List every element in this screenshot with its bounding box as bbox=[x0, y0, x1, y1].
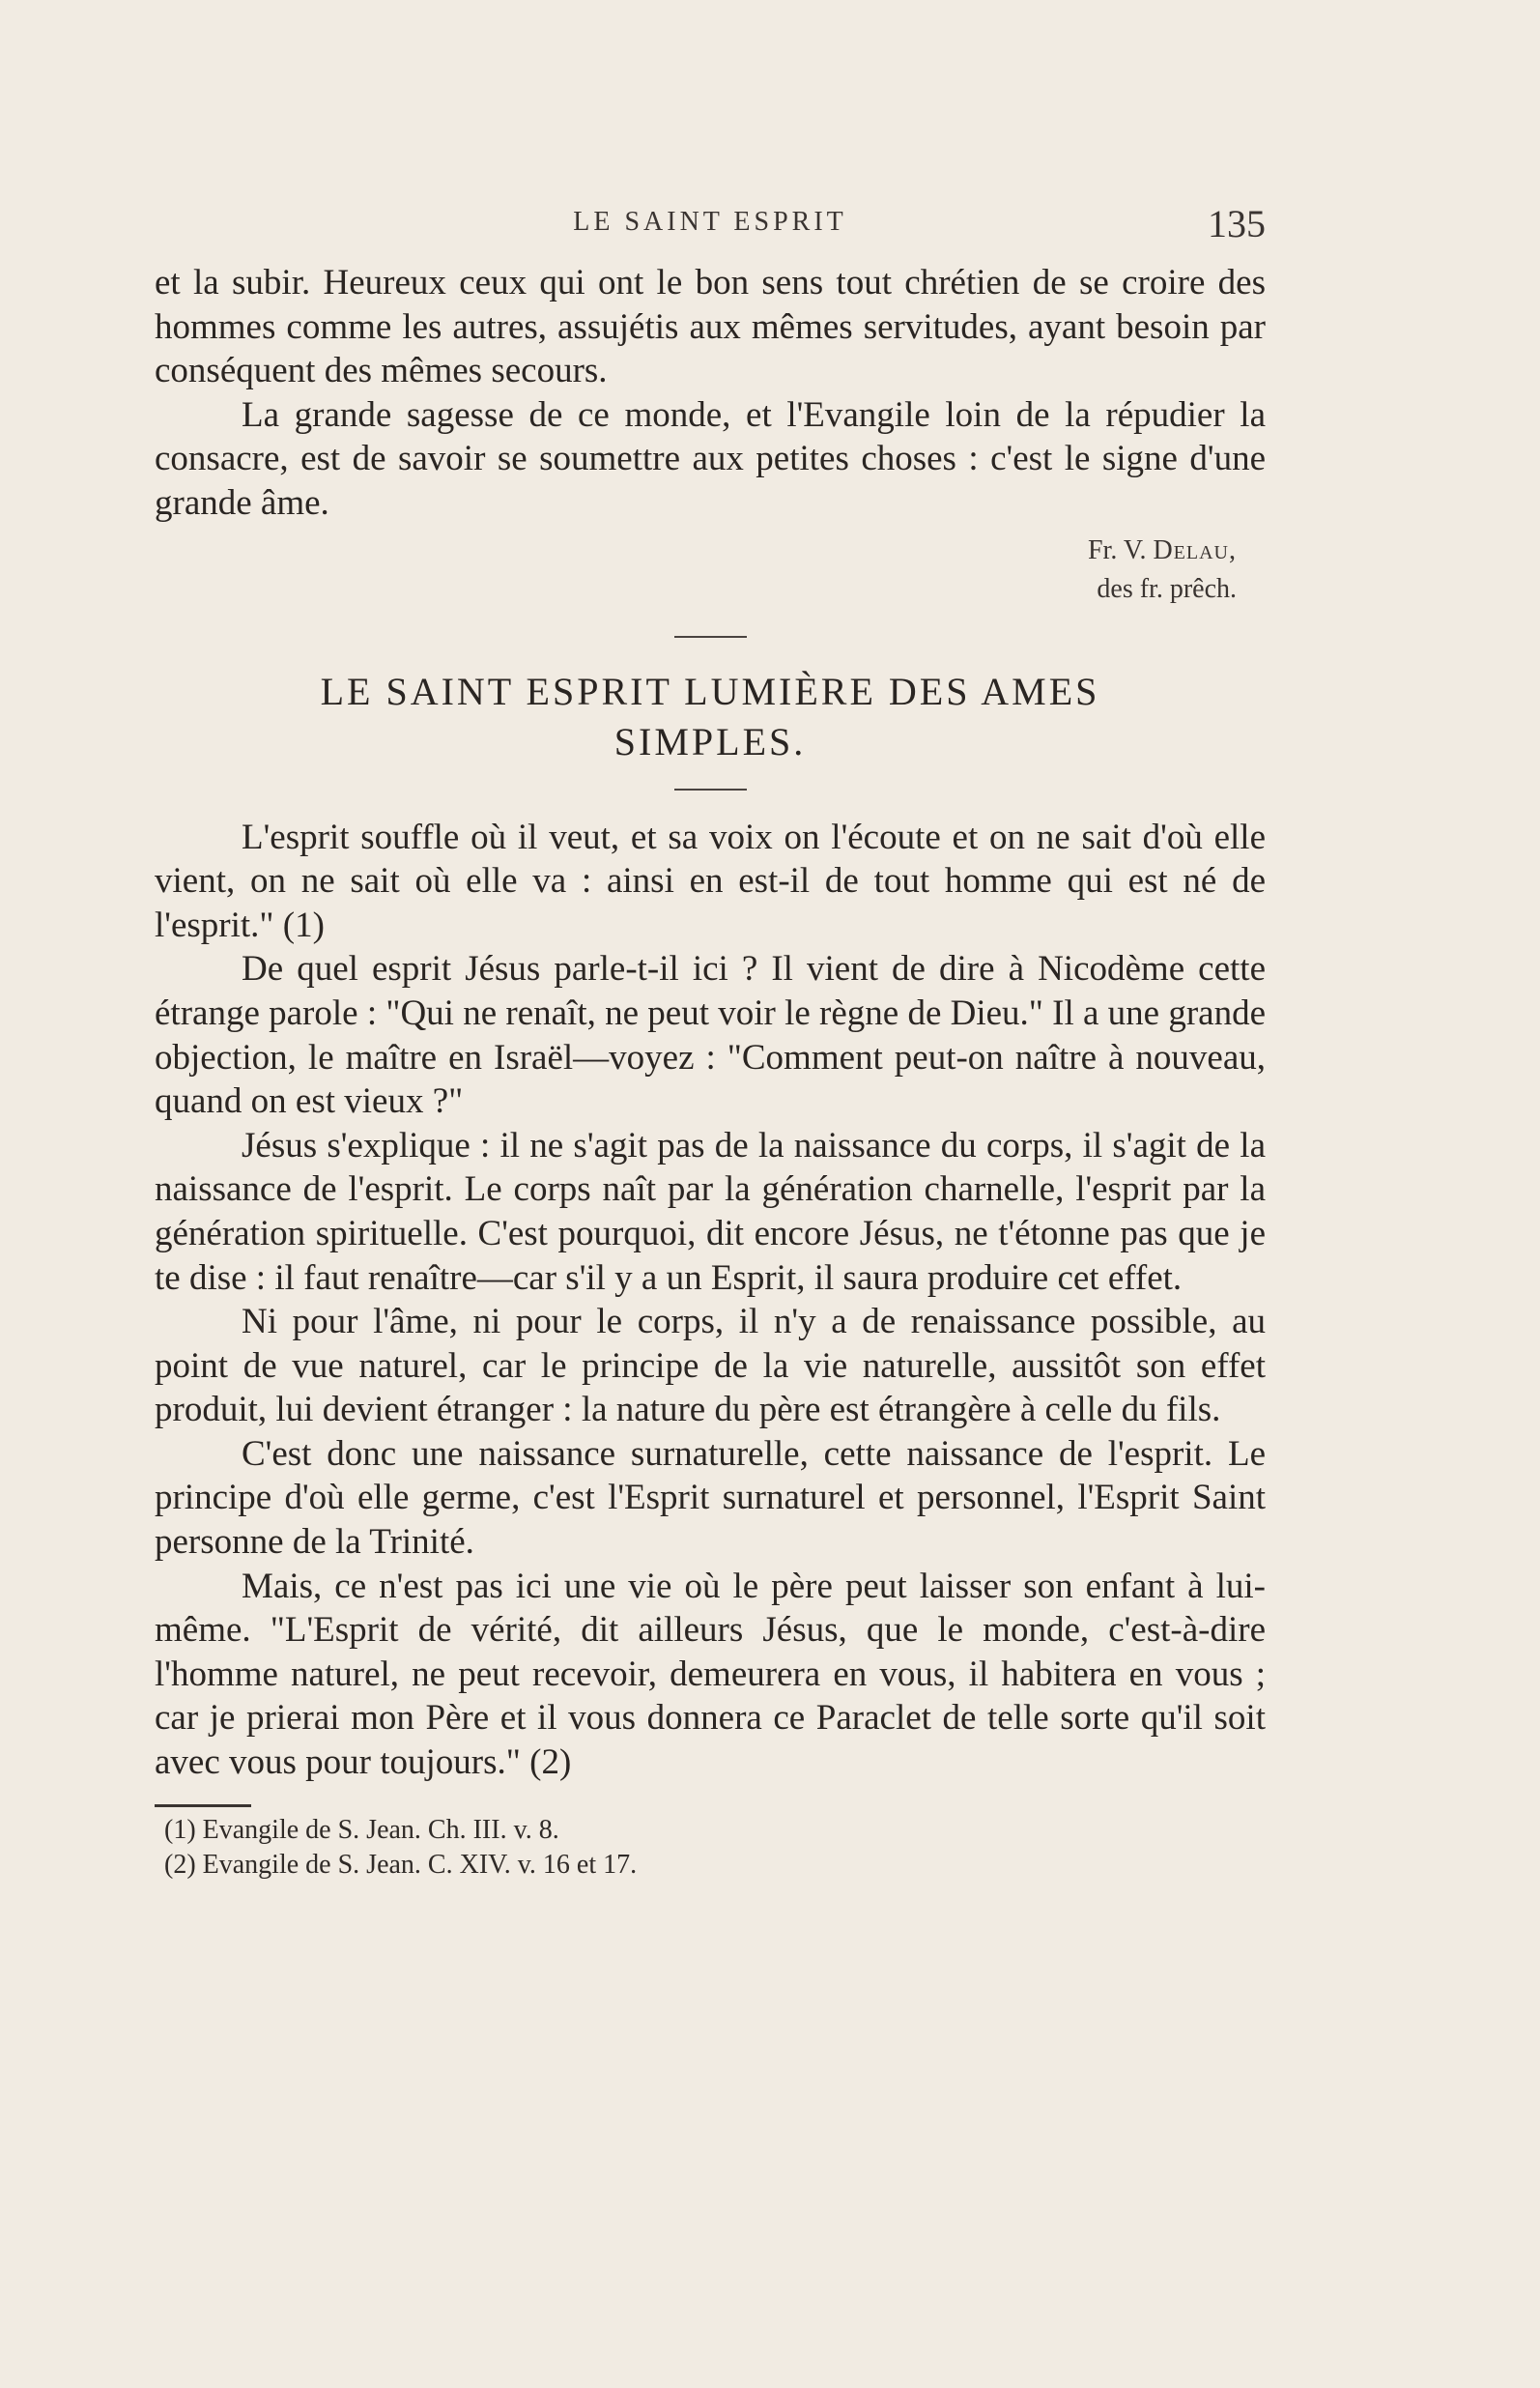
footnote-rule bbox=[155, 1804, 251, 1807]
section-title-line: SIMPLES. bbox=[613, 719, 807, 763]
author-signature bbox=[155, 532, 1266, 609]
footnote: (2) Evangile de S. Jean. C. XIV. v. 16 et 17. bbox=[164, 1849, 638, 1880]
running-title: LE SAINT ESPRIT bbox=[573, 207, 847, 237]
signature-order: des fr. prêch. bbox=[1097, 573, 1237, 604]
paragraph: et la subir. Heureux ceux qui ont le bon sens tout chrétien de se croire des hommes comme les autres, assujétis aux mêmes servitudes, ayant besoin par conséquent des mêmes secours. bbox=[155, 263, 1266, 391]
paragraph: La grande sagesse de ce monde, et l'Evangile loin de la répudier la consacre, est de savoir se soumettre aux petites choses : c'est le signe d'une grande âme. bbox=[155, 394, 1266, 523]
page-number: 135 bbox=[1208, 202, 1266, 245]
signature-name-line bbox=[155, 532, 1237, 570]
title-underline bbox=[674, 789, 747, 791]
section-divider bbox=[674, 636, 747, 638]
running-header bbox=[155, 202, 1266, 245]
paragraph: Ni pour l'âme, ni pour le corps, il n'y a de renaissance possible, au point de vue naturel, car le principe de la vie naturelle, aussitôt son effet produit, lui devient étranger : la nature du père est étrangère à celle du fils. bbox=[155, 1302, 1266, 1430]
text-block bbox=[155, 261, 1266, 1883]
signature-name: Delau, bbox=[1153, 534, 1237, 565]
paragraph: Mais, ce n'est pas ici une vie où le père peut laisser son enfant à lui-même. "L'Esprit de vérité, dit ailleurs Jésus, que le monde, c'est-à-dire l'homme naturel, ne peut recevoir, demeurera en vous, il habitera en vous ; car je prierai mon Père et il vous donnera ce Paraclet de telle sorte qu'il soit avec vous pour toujours." (2) bbox=[155, 1566, 1266, 1783]
footnote: (1) Evangile de S. Jean. Ch. III. v. 8. bbox=[164, 1814, 559, 1845]
paragraph: Jésus s'explique : il ne s'agit pas de la naissance du corps, il s'agit de la naissance de l'esprit. Le corps naît par la génération charnelle, l'esprit par la génération spirituelle. C'est pourquoi, dit encore Jésus, ne t'étonne pas que je te dise : il faut renaître—car s'il y a un Esprit, il saura produire cet effet. bbox=[155, 1125, 1266, 1298]
paragraph: De quel esprit Jésus parle-t-il ici ? Il vient de dire à Nicodème cette étrange parole : "Qui ne renaît, ne peut voir le règne de Dieu." Il a une grande objection, le maître en Israël—voyez : "Comment peut-on naître à nouveau, quand on est vieux ?" bbox=[155, 949, 1266, 1122]
paragraph: C'est donc une naissance surnaturelle, cette naissance de l'esprit. Le principe d'où elle germe, c'est l'Esprit surnaturel et personnel, l'Esprit Saint personne de la Trinité. bbox=[155, 1433, 1266, 1563]
signature-prefix: Fr. V. bbox=[1087, 534, 1147, 565]
section-title-line: LE SAINT ESPRIT LUMIÈRE DES AMES bbox=[320, 669, 1100, 713]
section-title bbox=[155, 667, 1266, 767]
paragraph: L'esprit souffle où il veut, et sa voix on l'écoute et on ne sait d'où elle vient, on ne sait où elle va : ainsi en est-il de tout homme qui est né de l'esprit." (1) bbox=[155, 817, 1266, 945]
